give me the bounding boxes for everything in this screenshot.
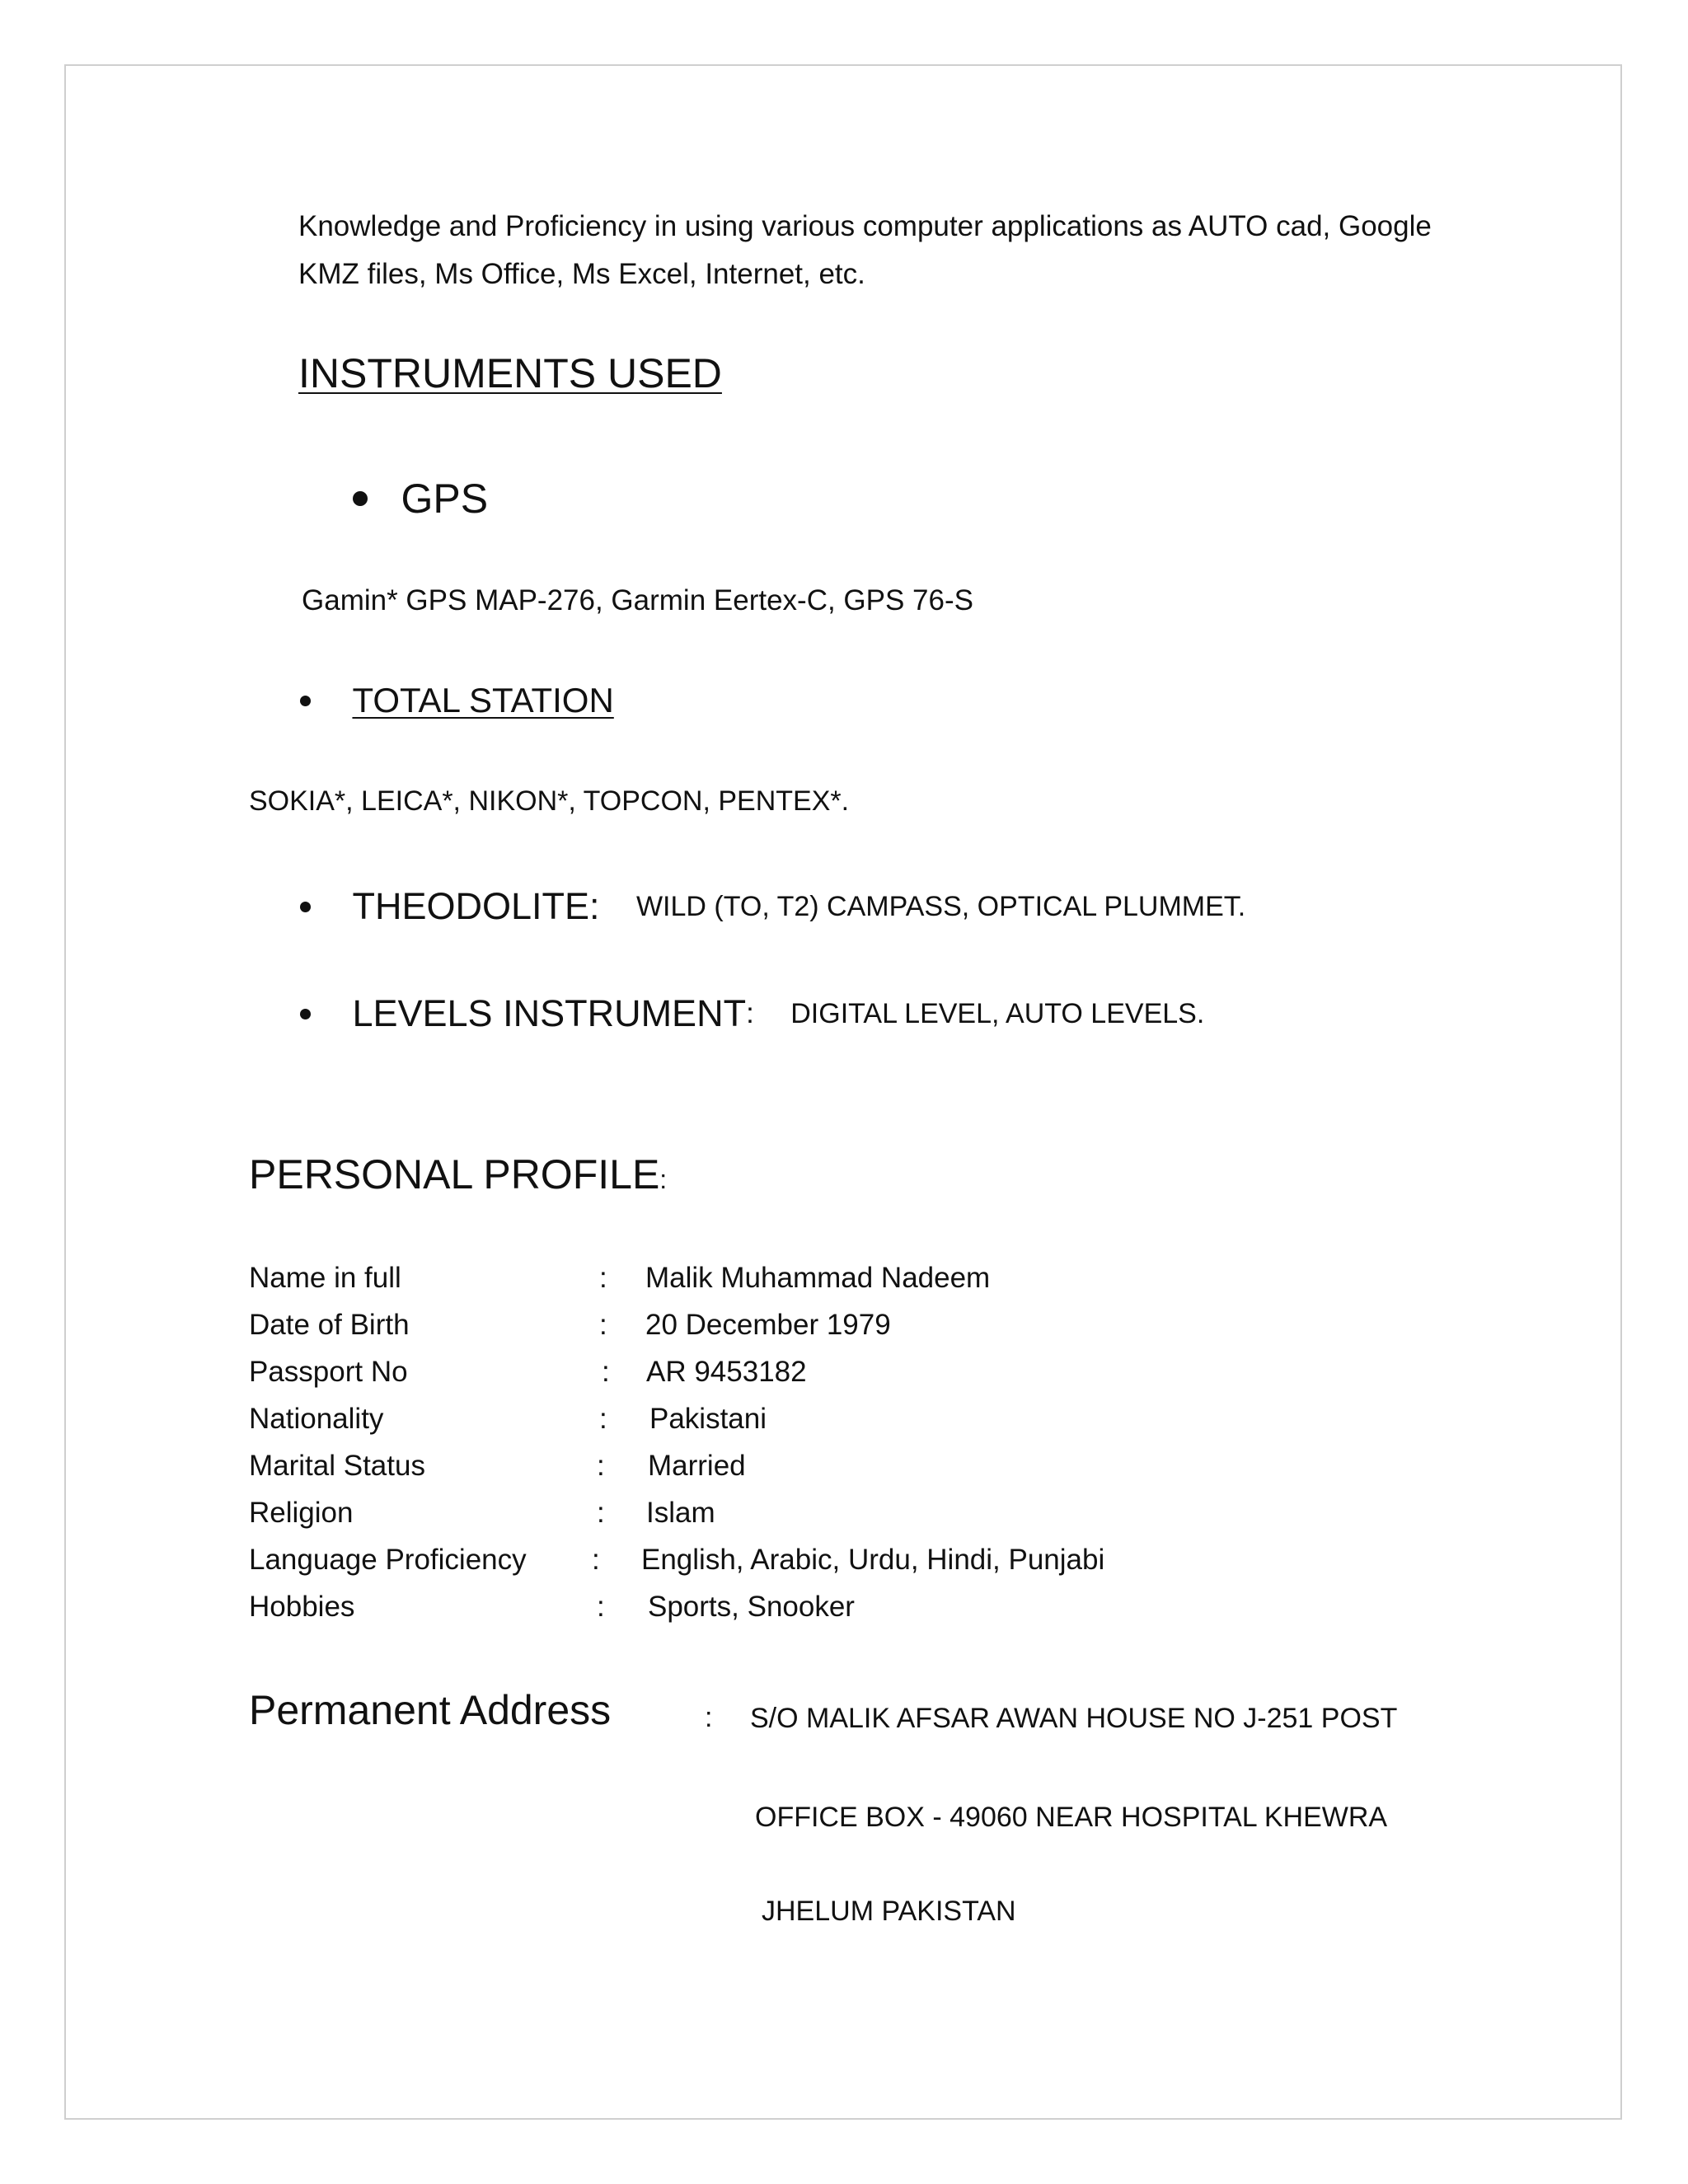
profile-value: AR 9453182 bbox=[646, 1356, 807, 1388]
profile-label: Passport No bbox=[249, 1356, 408, 1388]
address-line-3: JHELUM PAKISTAN bbox=[762, 1896, 1016, 1927]
total-station-details: SOKIA*, LEICA*, NIKON*, TOPCON, PENTEX*. bbox=[249, 785, 850, 817]
theodolite-item bbox=[300, 880, 1245, 933]
bullet-icon bbox=[300, 902, 311, 912]
profile-value: Pakistani bbox=[649, 1403, 767, 1435]
profile-label: Date of Birth bbox=[249, 1309, 410, 1341]
profile-label: Hobbies bbox=[249, 1591, 355, 1623]
profile-value: Malik Muhammad Nadeem bbox=[645, 1262, 991, 1294]
profile-label: Religion bbox=[249, 1497, 354, 1529]
profile-label: Language Proficiency bbox=[249, 1544, 527, 1576]
profile-colon: : bbox=[597, 1591, 605, 1623]
profile-colon: : bbox=[599, 1403, 607, 1435]
skills-line-1: Knowledge and Proficiency in using various computer applications as AUTO cad, Google bbox=[298, 210, 1432, 242]
instruments-heading: INSTRUMENTS USED bbox=[298, 350, 722, 396]
profile-label: Name in full bbox=[249, 1262, 401, 1294]
levels-item bbox=[300, 987, 1204, 1040]
skills-line-2: KMZ files, Ms Office, Ms Excel, Internet, etc. bbox=[298, 258, 865, 290]
skills-paragraph bbox=[298, 203, 1452, 298]
address-line-2: OFFICE BOX - 49060 NEAR HOSPITAL KHEWRA bbox=[755, 1802, 1388, 1833]
levels-label: LEVELS INSTRUMENT bbox=[352, 992, 747, 1034]
gps-label: GPS bbox=[401, 476, 489, 522]
profile-colon: : bbox=[599, 1262, 607, 1294]
personal-profile-colon: : bbox=[659, 1165, 668, 1194]
bullet-icon bbox=[300, 696, 311, 706]
profile-value: Islam bbox=[646, 1497, 715, 1529]
total-station-label: TOTAL STATION bbox=[352, 681, 614, 719]
profile-colon: : bbox=[602, 1356, 610, 1388]
personal-profile-heading bbox=[249, 1146, 667, 1203]
permanent-address-label: Permanent Address bbox=[249, 1687, 612, 1733]
levels-details: DIGITAL LEVEL, AUTO LEVELS. bbox=[790, 998, 1205, 1029]
profile-value: English, Arabic, Urdu, Hindi, Punjabi bbox=[641, 1544, 1105, 1576]
total-station-item bbox=[300, 676, 614, 725]
profile-colon: : bbox=[597, 1450, 605, 1482]
profile-colon: : bbox=[599, 1309, 607, 1341]
profile-value: 20 December 1979 bbox=[645, 1309, 891, 1341]
theodolite-label: THEODOLITE: bbox=[352, 885, 600, 927]
profile-label: Nationality bbox=[249, 1403, 384, 1435]
bullet-icon bbox=[353, 491, 368, 506]
profile-label: Marital Status bbox=[249, 1450, 425, 1482]
address-line-1: S/O MALIK AFSAR AWAN HOUSE NO J-251 POST bbox=[750, 1703, 1398, 1734]
gps-details: Gamin* GPS MAP-276, Garmin Eertex-C, GPS 76-S bbox=[302, 584, 973, 616]
bullet-icon bbox=[300, 1009, 311, 1019]
theodolite-details: WILD (TO, T2) CAMPASS, OPTICAL PLUMMET. bbox=[635, 891, 1246, 922]
profile-value: Married bbox=[648, 1450, 746, 1482]
profile-value: Sports, Snooker bbox=[648, 1591, 855, 1623]
levels-colon: : bbox=[746, 997, 754, 1029]
permanent-address-colon: : bbox=[705, 1702, 713, 1733]
personal-profile-title: PERSONAL PROFILE bbox=[249, 1151, 660, 1197]
profile-colon: : bbox=[592, 1544, 600, 1576]
profile-colon: : bbox=[597, 1497, 605, 1529]
gps-item bbox=[353, 470, 488, 527]
